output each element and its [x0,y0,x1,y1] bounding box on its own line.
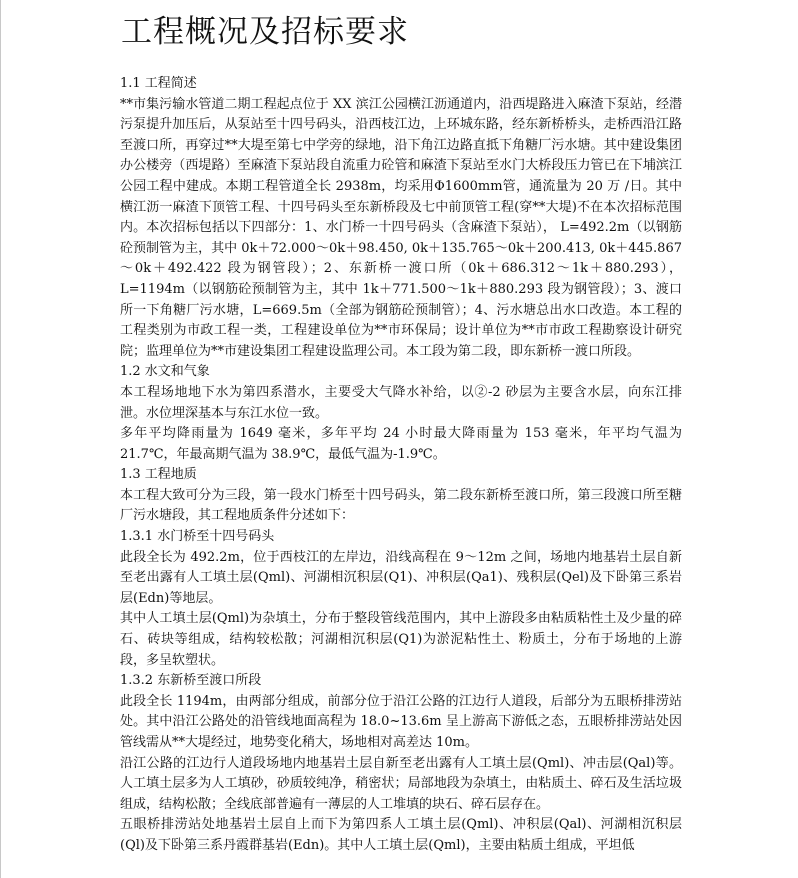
paragraph: 多年平均降雨量为 1649 毫米，多年平均 24 小时最大降雨量为 153 毫米，年平均气温为21.7℃，年最高期气温为 38.9℃，最低气温为-1.9℃。 [120,426,682,462]
paragraph: **市集污输水管道二期工程起点位于 XX 滨江公园横江沥通道内，沿西堤路进入麻渣下泵站，经潜污泵提升加压后，从泵站至十四号码头，沿西枝江边，上环城东路，经东新桥桥头，走桥西沿江路至渡口所，再穿过**大堤至第七中学旁的绿地，沿下角江边路直抵下角糖厂污水塘。其中建设集团办公楼旁（西堤路）至麻渣下泵站段自流重力砼管和麻渣下泵站至水门大桥段压力管已在下埔滨江公园工程中建成。本期工程管道全长 2938m，均采用Φ1600mm管，通流量为 20 万 /日。其中横江沥一麻渣下顶管工程、十四号码头至东新桥段及七中前顶管工程(穿**大堤)不在本次招标范围内。本次招标包括以下四部分：1、水门桥一十四号码头（含麻渣下泵站）， L=492.2m（以钢筋砼预制管为主，其中 0k＋72.000～0k＋98.450, 0k＋135.765～0k＋200.413, 0k＋445.867～0k＋492.422 段为钢管段）；2、东新桥一渡口所（0k＋686.312～1k＋880.293），L=1194m（以钢筋砼预制管为主，其中 1k＋771.500～1k＋880.293 段为钢管段）；3、渡口所一下角糖厂污水塘，L=669.5m（全部为钢筋砼预制管）；4、污水塘总出水口改造。本工程的工程类别为市政工程一类，工程建设单位为**市环保局；设计单位为**市市政工程勘察设计研究院；监理单位为**市建设集团工程建设监理公司。本工段为第二段，即东新桥一渡口所段。 [120,96,682,359]
section-heading: 1.3.1 水门桥至十四号码头 [120,529,275,545]
paragraph: 沿江公路的江边行人道段场地内地基岩土层自新至老出露有人工填土层(Qml)、冲击层(Qal)等。人工填土层多为人工填砂，砂质较纯净，稍密状；局部地段为杂填土，由粘质土、碎石及生活垃圾组成，结构松散；全线底部普遍有一薄层的人工堆填的块石、碎石层存在。 [120,755,682,812]
paragraph: 五眼桥排涝站处地基岩土层自上而下为第四系人工填土层(Qml)、冲积层(Qal)、河湖相沉积层(Ql)及下卧第三系丹霞群基岩(Edn)。其中人工填土层(Qml)，主要由粘质土组成，平坦低 [120,817,682,853]
section-heading: 1.2 水文和气象 [120,364,210,380]
paragraph: 此段全长为 492.2m，位于西枝江的左岸边，沿线高程在 9～12m 之间，场地内地基岩土层自新至老出露有人工填土层(Qml)、河湖相沉积层(Q1)、冲积层(Qa1)、残积层(Qel)及下卧第三系岩层(Edn)等地层。 [120,549,682,606]
paragraph: 本工程大致可分为三段，第一段水门桥至十四号码头，第二段东新桥至渡口所，第三段渡口所至糖厂污水塘段，其工程地质条件分述如下： [120,487,682,524]
paragraph: 其中人工填土层(Qml)为杂填土，分布于整段管线范围内，其中上游段多由粘质粘性土及少量的碎石、砖块等组成，结构较松散；河湖相沉积层(Q1)为淤泥粘性土、粉质土，分布于场地的上游段，多呈软塑状。 [120,611,682,668]
section-heading: 1.1 工程简述 [120,76,197,91]
section-heading: 1.3.2 东新桥至渡口所段 [120,673,262,689]
document-body [120,74,682,857]
section-heading: 1.3 工程地质 [120,467,197,483]
document-title: 工程概况及招标要求 [121,14,409,50]
paragraph: 本工程场地地下水为第四系潜水，主要受大气降水补给，以②-2 砂层为主要含水层，向东江排泄。水位埋深基本与东江水位一致。 [120,384,682,421]
paragraph: 此段全长 1194m，由两部分组成，前部分位于沿江公路的江边行人道段，后部分为五眼桥排涝站处。其中沿江公路处的沿管线地面高程为 18.0~13.6m 呈上游高下游低之态，五眼桥排涝站处因管线需从**大堤经过，地势变化稍大，场地相对高差达 10m。 [120,693,682,750]
